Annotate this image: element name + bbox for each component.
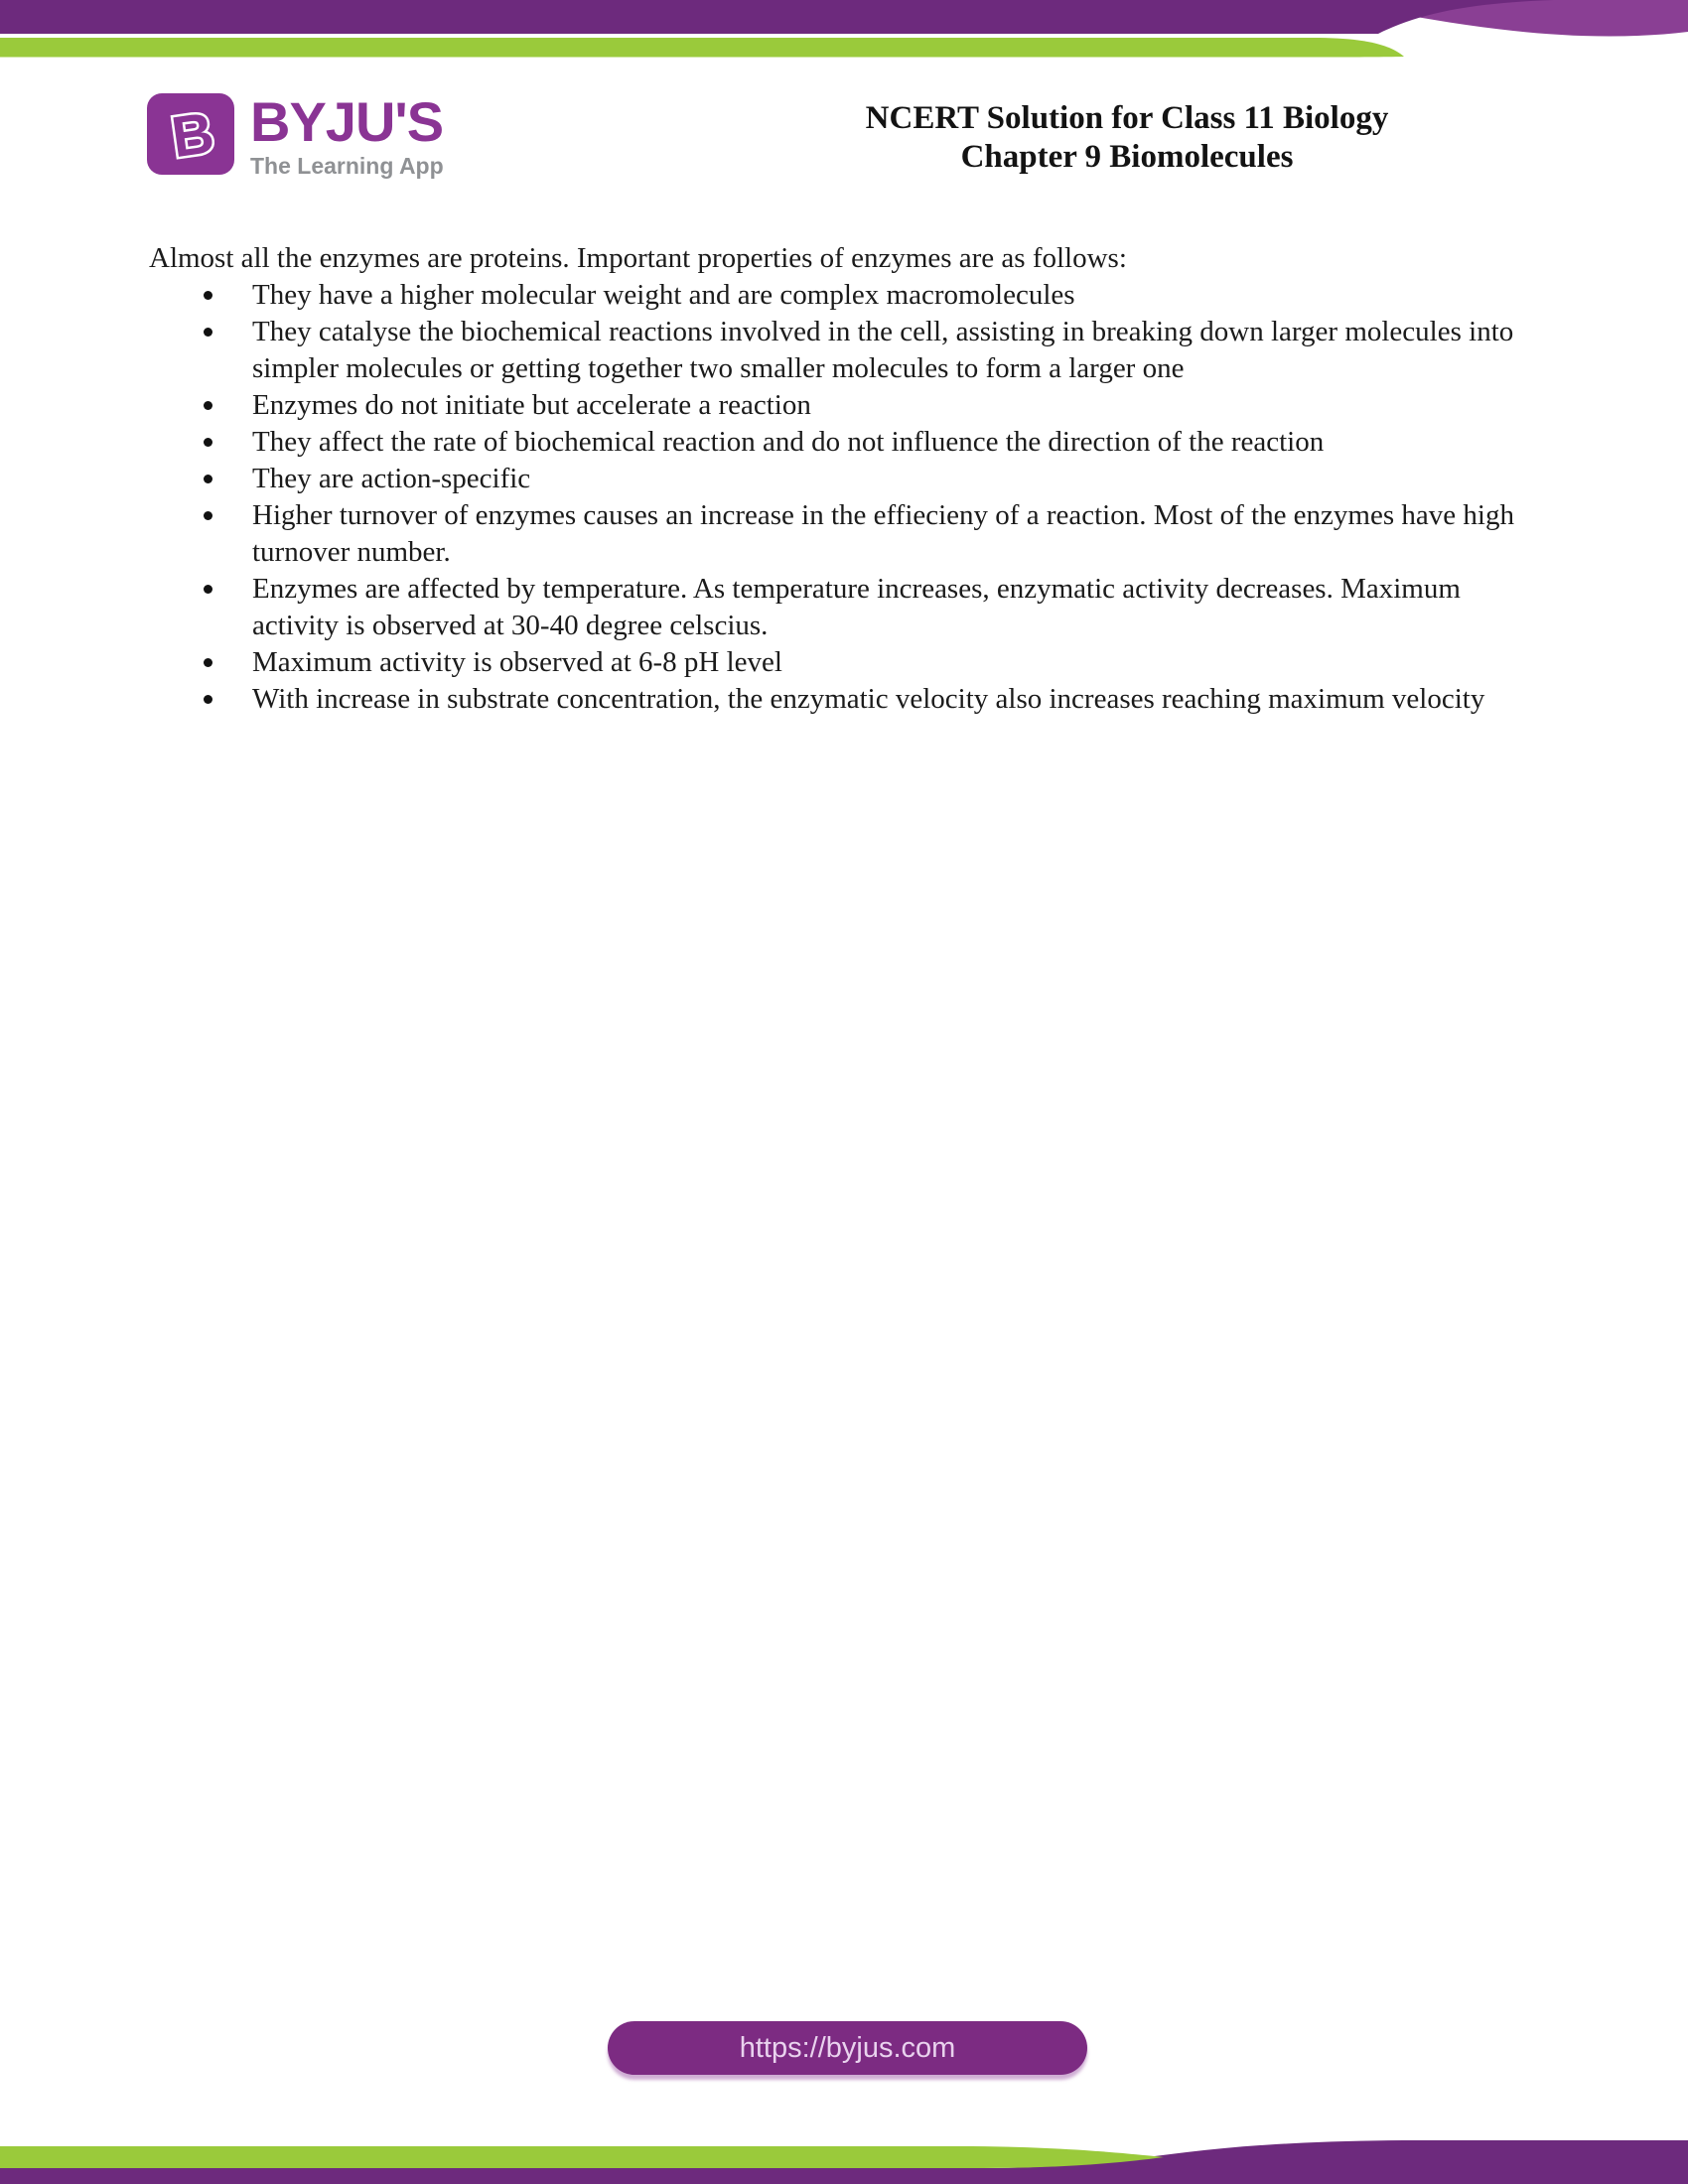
byjus-logo <box>147 90 444 179</box>
list-item: Maximum activity is observed at 6-8 pH level <box>149 644 1534 681</box>
byjus-b-icon <box>147 93 234 175</box>
header-decoration <box>0 0 1688 60</box>
list-item: They have a higher molecular weight and are complex macromolecules <box>149 277 1534 314</box>
logo-text <box>250 90 444 179</box>
logo-letter: B <box>167 100 218 171</box>
document-title <box>730 99 1524 177</box>
list-item: With increase in substrate concentration, the enzymatic velocity also increases reaching maximum velocity <box>149 681 1534 718</box>
title-line-2: Chapter 9 Biomolecules <box>960 139 1294 175</box>
content-block <box>149 240 1534 718</box>
list-item: Higher turnover of enzymes causes an increase in the effiecieny of a reaction. Most of the enzymes have high turnover number. <box>149 497 1534 571</box>
list-item: Enzymes do not initiate but accelerate a reaction <box>149 387 1534 424</box>
logo-brand: BYJU'S <box>250 90 444 153</box>
list-item: They affect the rate of biochemical reaction and do not influence the direction of the reaction <box>149 424 1534 461</box>
enzyme-properties-list <box>149 277 1534 718</box>
title-line-1: NCERT Solution for Class 11 Biology <box>865 100 1389 136</box>
byjus-url-button[interactable] <box>608 2021 1087 2075</box>
list-item: They catalyse the biochemical reactions involved in the cell, assisting in breaking down larger molecules into simpler molecules or getting together two smaller molecules to form a larger one <box>149 314 1534 387</box>
footer-green-bar <box>0 2146 1164 2168</box>
header-green-bar <box>0 38 1404 58</box>
logo-tagline: The Learning App <box>250 153 444 179</box>
byjus-url-label: https://byjus.com <box>739 2031 956 2064</box>
list-item: They are action-specific <box>149 461 1534 497</box>
intro-paragraph: Almost all the enzymes are proteins. Important properties of enzymes are as follows: <box>149 242 1127 274</box>
list-item: Enzymes are affected by temperature. As temperature increases, enzymatic activity decreases. Maximum activity is observed at 30-40 degree celscius. <box>149 571 1534 644</box>
header-purple-bar <box>0 0 1554 34</box>
footer-decoration <box>0 2132 1688 2184</box>
